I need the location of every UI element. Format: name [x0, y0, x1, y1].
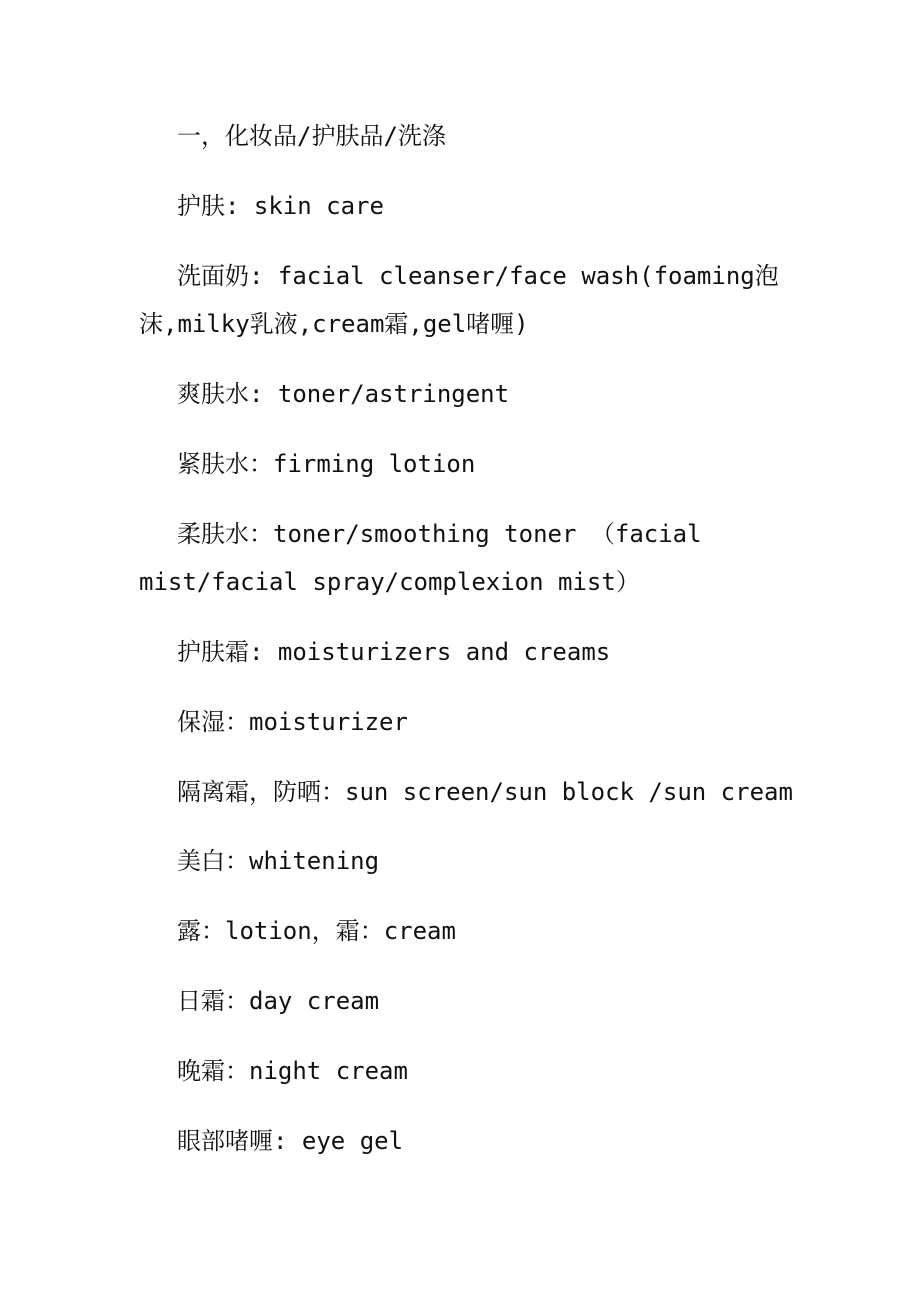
- entry-lotion-cream: 露：lotion，霜：cream: [177, 917, 456, 945]
- entry-sun-screen: 隔离霜，防晒：sun screen/sun block /sun cream: [177, 778, 793, 806]
- entry-eye-gel: 眼部啫喱: eye gel: [177, 1127, 404, 1155]
- entry-smoothing-toner: 柔肤水：toner/smoothing toner （facial mist/facial spray/complexion mist）: [139, 520, 702, 596]
- entry-facial-cleanser: 洗面奶: facial cleanser/face wash(foaming泡沫,milky乳液,cream霜,gel啫喱): [139, 262, 779, 338]
- entry-moisturizer: 保湿：moisturizer: [177, 708, 408, 736]
- entry-toner: 爽肤水: toner/astringent: [177, 380, 510, 408]
- entry-day-cream: 日霜：day cream: [177, 987, 380, 1015]
- entry-moisturizers-creams: 护肤霜: moisturizers and creams: [177, 638, 611, 666]
- section-heading: 一，化妆品/护肤品/洗涤: [177, 122, 446, 150]
- entry-whitening: 美白：whitening: [177, 847, 380, 875]
- entry-skin-care: 护肤: skin care: [177, 192, 384, 220]
- entry-night-cream: 晚霜：night cream: [177, 1057, 408, 1085]
- entry-firming-lotion: 紧肤水：firming lotion: [177, 450, 476, 478]
